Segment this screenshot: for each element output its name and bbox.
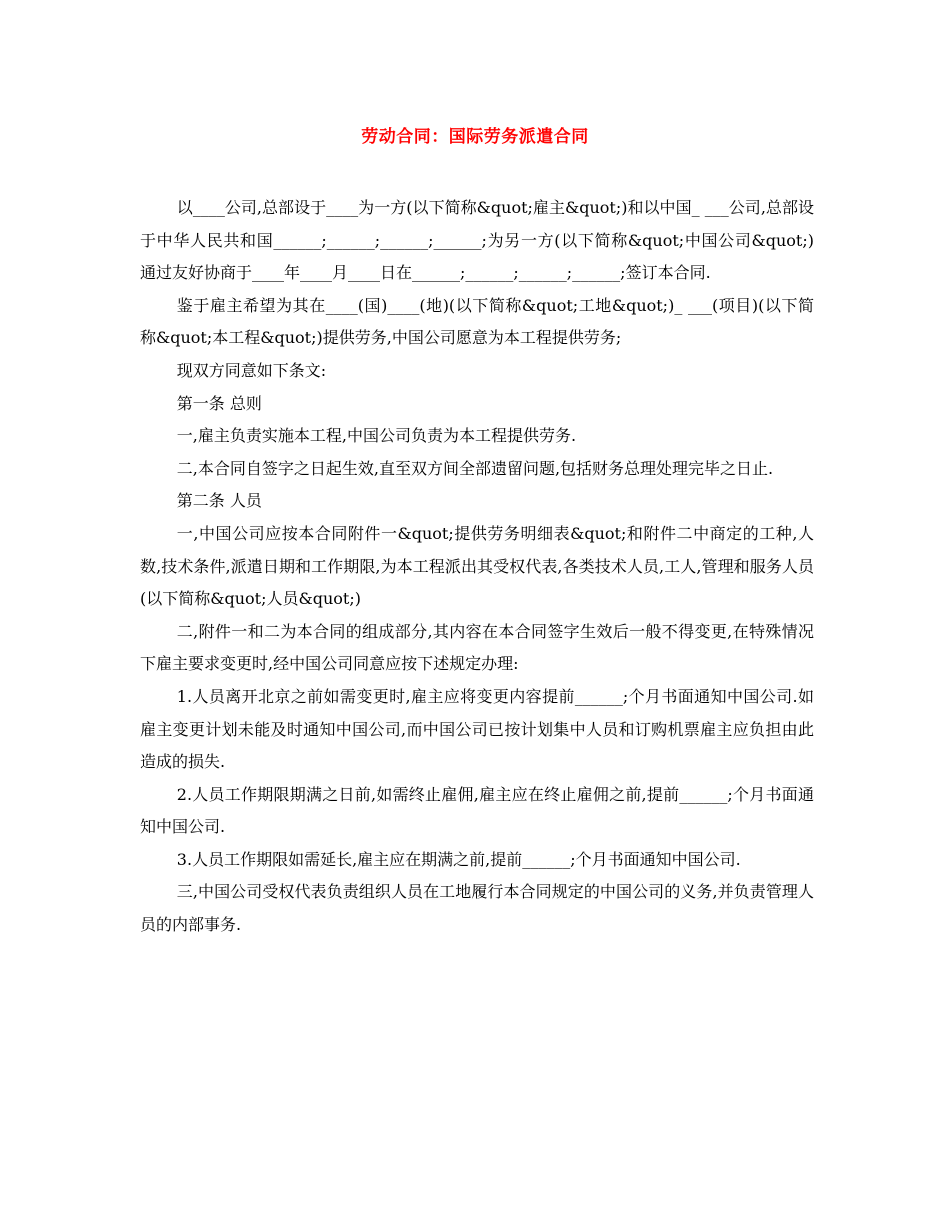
article-2-item-3: 3.人员工作期限如需延长,雇主应在期满之前,提前______;个月书面通知中国公司. [176,849,741,869]
article-2-item-1: 1.人员离开北京之前如需变更时,雇主应将变更内容提前______;个月书面通知中国公司.如雇主变更计划未能及时通知中国公司,而中国公司已按计划集中人员和订购机票雇主应负担由此造成的损失. [140,686,814,772]
article-1-heading: 第一条 总则 [176,393,262,413]
document-body [140,192,814,942]
paragraph-parties: 以____公司,总部设于____为一方(以下简称&quot;雇主&quot;)和以中国_ ___公司,总部设于中华人民共和国______;______;______;______;为另一方(以下简称&quot;中国公司&quot;)通过友好协商于____年____月____日在______;______;______;______;签订本合同. [140,198,814,283]
article-2-clause-2: 二,附件一和二为本合同的组成部分,其内容在本合同签字生效后一般不得变更,在特殊情况下雇主要求变更时,经中国公司同意应按下述规定办理: [140,621,814,674]
document-title: 劳动合同：国际劳务派遣合同 [361,127,589,147]
paragraph-recital: 鉴于雇主希望为其在____(国)____(地)(以下简称&quot;工地&quot;)_ ___(项目)(以下简称&quot;本工程&quot;)提供劳务,中国公司愿意为本工程提供劳务; [140,295,814,348]
article-2-clause-1: 一,中国公司应按本合同附件一&quot;提供劳务明细表&quot;和附件二中商定的工种,人数,技术条件,派遣日期和工作期限,为本工程派出其受权代表,各类技术人员,工人,管理和服务人员(以下简称&quot;人员&quot;) [140,523,814,609]
paragraph-agreement: 现双方同意如下条文: [176,360,327,380]
article-2-clause-3: 三,中国公司受权代表负责组织人员在工地履行本合同规定的中国公司的义务,并负责管理人员的内部事务. [140,882,814,935]
article-2-item-2: 2.人员工作期限期满之日前,如需终止雇佣,雇主应在终止雇佣之前,提前______;个月书面通知中国公司. [140,784,814,837]
article-1-clause-2: 二,本合同自签字之日起生效,直至双方间全部遗留问题,包括财务总理处理完毕之日止. [176,458,774,478]
article-1-clause-1: 一,雇主负责实施本工程,中国公司负责为本工程提供劳务. [176,426,577,446]
article-2-heading: 第二条 人员 [176,491,262,511]
